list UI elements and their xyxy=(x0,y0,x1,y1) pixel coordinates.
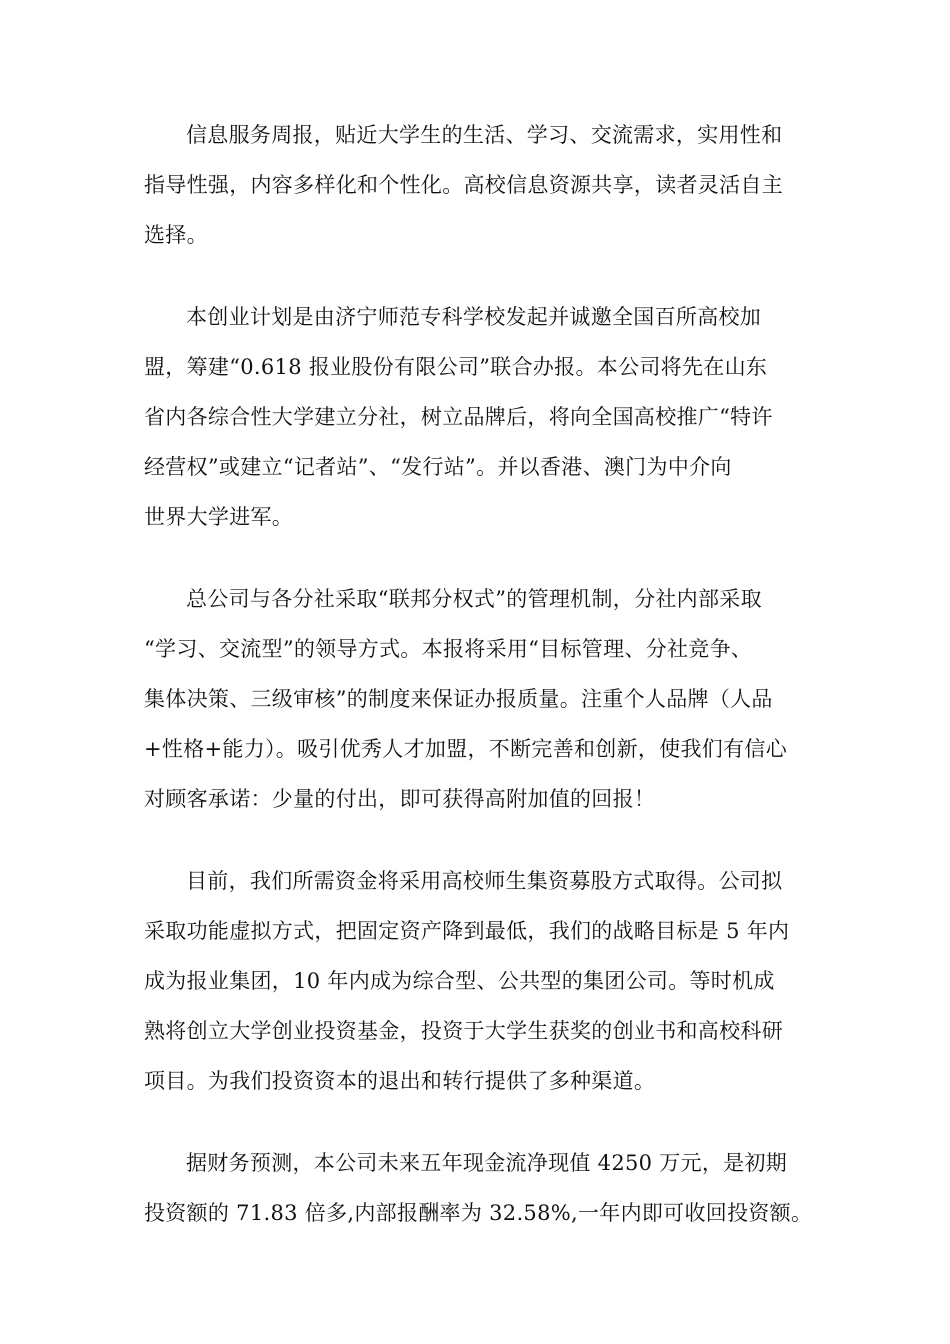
text-line: 投资额的 71.83 倍多,内部报酬率为 32.58%,一年内即可收回投资额。 xyxy=(144,1201,813,1225)
text-line: 信息服务周报，贴近大学生的生活、学习、交流需求，实用性和 xyxy=(186,123,783,147)
text-line: 盟，筹建“0.618 报业股份有限公司”联合办报。本公司将先在山东 xyxy=(144,355,768,379)
text-line: 目前，我们所需资金将采用高校师生集资募股方式取得。公司拟 xyxy=(186,869,783,893)
paragraph-4 xyxy=(144,856,810,1106)
paragraph-2 xyxy=(144,292,810,542)
text-line: 世界大学进军。 xyxy=(144,505,294,529)
text-line: 选择。 xyxy=(144,223,208,247)
document-body xyxy=(144,110,813,1270)
text-line: 省内各综合性大学建立分社，树立品牌后，将向全国高校推广“特许 xyxy=(144,405,773,429)
text-line: 经营权”或建立“记者站”、“发行站”。并以香港、澳门为中介向 xyxy=(144,455,732,479)
text-line: 本创业计划是由济宁师范专科学校发起并诚邀全国百所高校加 xyxy=(186,305,762,329)
text-line: +性格+能力）。吸引优秀人才加盟，不断完善和创新，使我们有信心 xyxy=(144,737,787,761)
paragraph-1 xyxy=(144,110,810,260)
text-line: 对顾客承诺：少量的付出，即可获得高附加值的回报！ xyxy=(144,787,656,811)
text-line: 熟将创立大学创业投资基金，投资于大学生获奖的创业书和高校科研 xyxy=(144,1019,783,1043)
text-line: “学习、交流型”的领导方式。本报将采用“目标管理、分社竞争、 xyxy=(144,637,753,661)
text-line: 采取功能虚拟方式，把固定资产降到最低，我们的战略目标是 5 年内 xyxy=(144,919,790,943)
paragraph-3 xyxy=(144,574,810,824)
text-line: 集体决策、三级审核”的制度来保证办报质量。注重个人品牌（人品 xyxy=(144,687,773,711)
text-line: 成为报业集团，10 年内成为综合型、公共型的集团公司。等时机成 xyxy=(144,969,775,993)
text-line: 据财务预测，本公司未来五年现金流净现值 4250 万元，是初期 xyxy=(186,1151,788,1175)
text-line: 总公司与各分社采取“联邦分权式”的管理机制，分社内部采取 xyxy=(186,587,762,611)
paragraph-5 xyxy=(144,1138,813,1238)
text-line: 项目。为我们投资资本的退出和转行提供了多种渠道。 xyxy=(144,1069,656,1093)
text-line: 指导性强，内容多样化和个性化。高校信息资源共享，读者灵活自主 xyxy=(144,173,783,197)
